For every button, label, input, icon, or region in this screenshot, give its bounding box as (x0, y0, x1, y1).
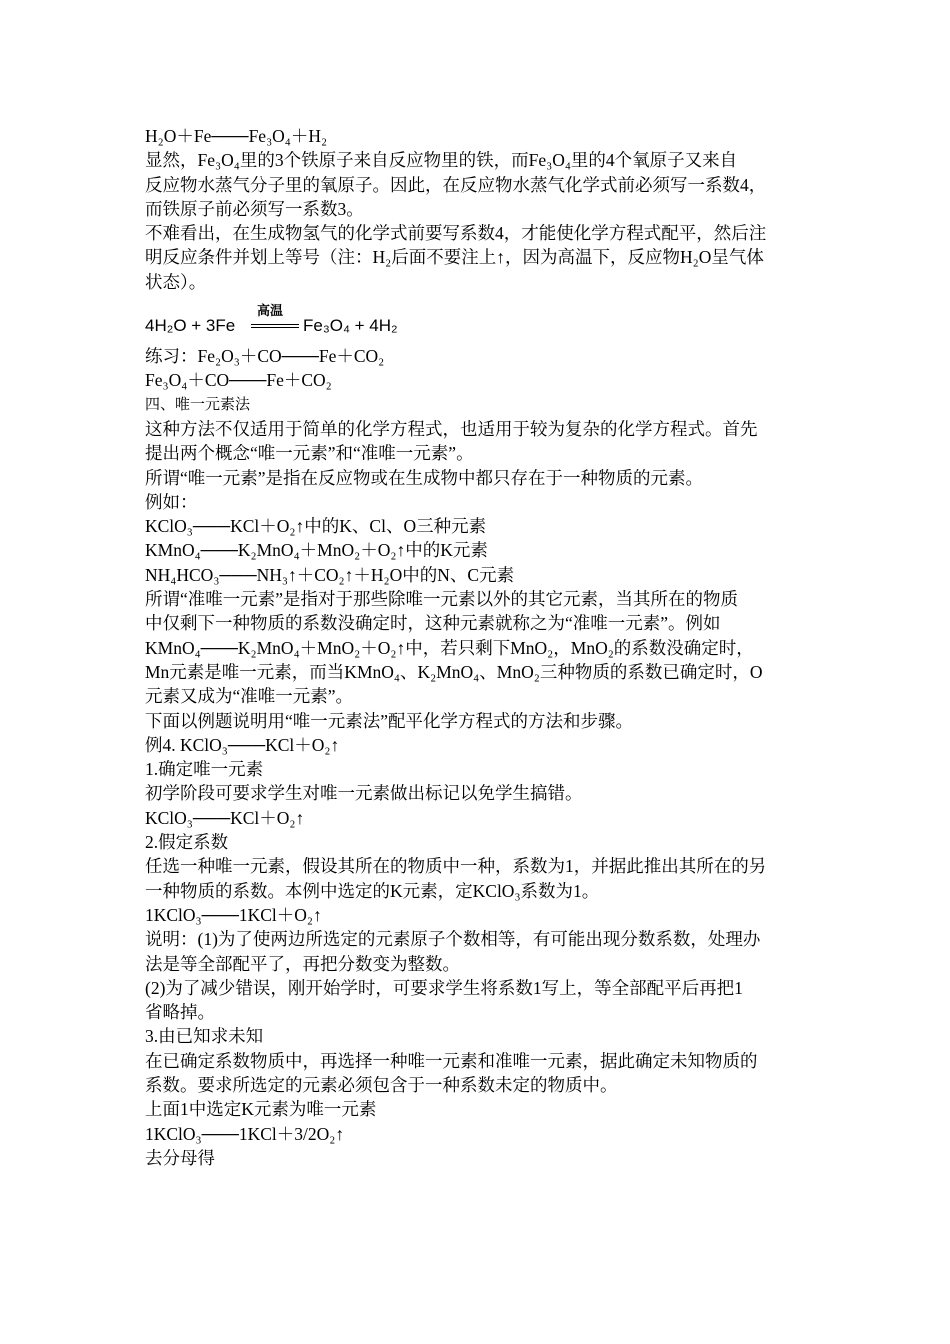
text-line: 反应物水蒸气分子里的氧原子。因此，在反应物水蒸气化学式前必须写一系数4， (145, 174, 767, 195)
text-line: 元素又成为“准唯一元素”。 (145, 686, 354, 707)
text-line: 所谓“准唯一元素”是指对于那些除唯一元素以外的其它元素，当其所在的物质 (145, 589, 739, 610)
section-heading: 四、唯一元素法 (145, 396, 251, 413)
text-line: 上面1中选定K元素为唯一元素 (145, 1099, 377, 1120)
text-line: KClO₃───KCl＋O₂↑ (145, 807, 305, 828)
text-line: 任选一种唯一元素，假设其所在的物质中一种，系数为1，并据此推出其所在的另 (145, 856, 767, 877)
text-line: 状态）。 (145, 271, 207, 292)
text-line: 不难看出，在生成物氢气的化学式前要写系数4，才能使化学方程式配平，然后注 (145, 223, 767, 244)
text-line: NH₄HCO₃───NH₃↑＋CO₂↑＋H₂O中的N、C元素 (145, 564, 515, 585)
text-line: Fe₃O₄＋CO───Fe＋CO₂ (145, 370, 332, 391)
text-line: 系数。要求所选定的元素必须包含于一种系数未定的物质中。 (145, 1074, 618, 1095)
text-line: 中仅剩下一种物质的系数没确定时，这种元素就称之为“准唯一元素”。例如 (145, 613, 721, 634)
text-line: Mn元素是唯一元素，而当KMnO₄、K₂MnO₄、MnO₂三种物质的系数已确定时，O (145, 661, 763, 682)
text-line: 练习：Fe₂O₃＋CO───Fe＋CO₂ (145, 346, 385, 367)
text-line: 提出两个概念“唯一元素”和“准唯一元素”。 (145, 443, 474, 464)
text-line: 法是等全部配平了，再把分数变为整数。 (145, 953, 460, 974)
equation-left: 4H₂O + 3Fe (145, 316, 236, 336)
text-line: 这种方法不仅适用于简单的化学方程式，也适用于较为复杂的化学方程式。首先 (145, 418, 758, 439)
text-line: 1KClO₃───1KCl＋O₂↑ (145, 904, 322, 925)
text-line: 说明：(1)为了使两边所选定的元素原子个数相等，有可能出现分数系数，处理办 (145, 929, 761, 950)
equals-bar (251, 324, 299, 328)
text-line: 在已确定系数物质中，再选择一种唯一元素和准唯一元素，据此确定未知物质的 (145, 1050, 758, 1071)
reaction-condition: 高温 (257, 303, 284, 319)
text-line: KMnO₄───K₂MnO₄＋MnO₂＋O₂↑中，若只剩下MnO₂，MnO₂的系数没确定时， (145, 637, 754, 658)
text-line: 而铁原子前必须写一系数3。 (145, 198, 364, 219)
text-line: H₂O＋Fe───Fe₃O₄＋H₂ (145, 126, 328, 146)
reaction-equation-image (145, 300, 815, 342)
text-line: KClO₃───KCl＋O₂↑中的K、Cl、O三种元素 (145, 516, 487, 537)
step-heading: 2.假定系数 (145, 832, 229, 853)
text-line: KMnO₄───K₂MnO₄＋MnO₂＋O₂↑中的K元素 (145, 540, 488, 561)
step-heading: 1.确定唯一元素 (145, 759, 264, 780)
text-line: 下面以例题说明用“唯一元素法”配平化学方程式的方法和步骤。 (145, 710, 634, 731)
text-line: 去分母得 (145, 1147, 215, 1168)
text-line: 一种物质的系数。本例中选定的K元素，定KClO₃系数为1。 (145, 880, 600, 901)
text-line: 显然，Fe₃O₄里的3个铁原子来自反应物里的铁，而Fe₃O₄里的4个氧原子又来自 (145, 150, 738, 171)
step-heading: 3.由已知求未知 (145, 1026, 264, 1047)
text-line: 初学阶段可要求学生对唯一元素做出标记以免学生搞错。 (145, 783, 583, 804)
text-line: 例如： (145, 491, 198, 512)
document-body (145, 124, 815, 1170)
text-line: 例4. KClO₃───KCl＋O₂↑ (145, 734, 340, 755)
text-line: 明反应条件并划上等号（注：H₂后面不要注上↑，因为高温下，反应物H₂O呈气体 (145, 247, 764, 268)
text-line: (2)为了减少错误，刚开始学时，可要求学生将系数1写上，等全部配平后再把1 (145, 977, 743, 998)
equation-right: Fe₃O₄ + 4H₂ (303, 316, 398, 336)
text-line: 省略掉。 (145, 1002, 215, 1023)
text-line: 所谓“唯一元素”是指在反应物或在生成物中都只存在于一种物质的元素。 (145, 467, 704, 488)
text-line: 1KClO₃───1KCl＋3/2O₂↑ (145, 1123, 345, 1144)
